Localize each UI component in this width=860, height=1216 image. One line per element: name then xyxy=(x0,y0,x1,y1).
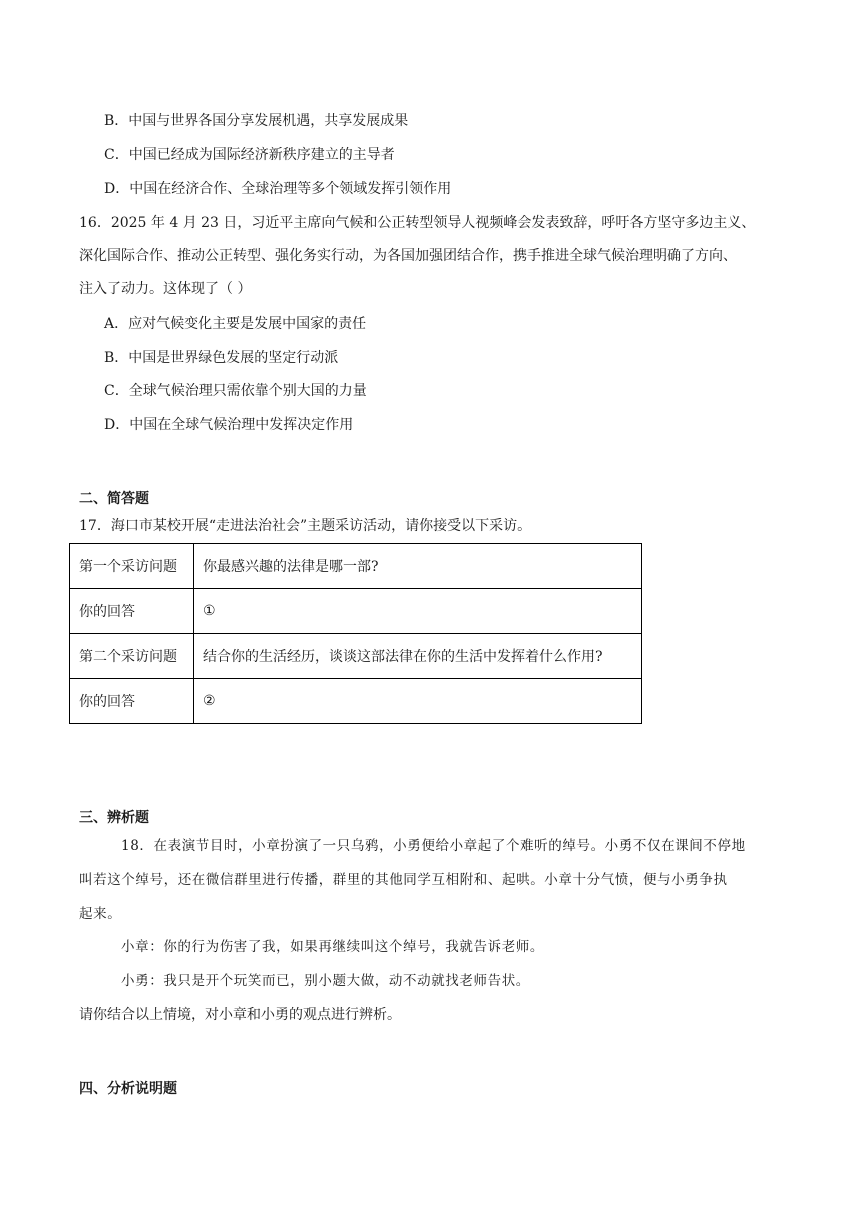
interview-table xyxy=(69,543,642,724)
q18-xiaoyong-quote: 小勇：我只是开个玩笑而已，别小题大做，动不动就找老师告状。 xyxy=(121,973,530,989)
q15-option-c xyxy=(104,145,395,165)
q18-line-1: 18．在表演节目时，小章扮演了一只乌鸦，小勇便给小章起了个难听的绰号。小勇不仅在课间不停地 xyxy=(121,838,746,854)
table-cell-label: 你的回答 xyxy=(70,589,194,634)
option-letter: D． xyxy=(104,181,130,197)
option-text: 中国与世界各国分享发展机遇，共享发展成果 xyxy=(128,113,409,129)
q16-stem-line-2: 深化国际合作、推动公正转型、强化务实行动，为各国加强团结合作，携手推进全球气候治理明确了方向、 xyxy=(79,248,737,264)
table-cell-content: ① xyxy=(194,589,642,634)
q16-option-a xyxy=(104,314,366,334)
option-letter: B． xyxy=(104,113,129,129)
q17-stem: 17．海口市某校开展“走进法治社会”主题采访活动，请你接受以下采访。 xyxy=(79,518,532,534)
q16-option-c xyxy=(104,381,367,401)
option-text: 中国在经济合作、全球治理等多个领域发挥引领作用 xyxy=(129,181,452,197)
q18-line-2: 叫若这个绰号，还在微信群里进行传播，群里的其他同学互相附和、起哄。小章十分气愤，便与小勇争执 xyxy=(79,872,728,888)
q16-option-b xyxy=(104,348,338,368)
option-letter: C． xyxy=(104,383,129,399)
option-text: 中国在全球气候治理中发挥决定作用 xyxy=(129,417,354,433)
q16-stem-line-1: 16．2025 年 4 月 23 日，习近平主席向气候和公正转型领导人视频峰会发表致辞，呼吁各方坚守多边主义、 xyxy=(79,215,756,231)
table-row xyxy=(70,544,642,589)
table-row xyxy=(70,634,642,679)
option-letter: A． xyxy=(104,316,129,332)
q15-option-b xyxy=(104,111,408,131)
table-cell-content: ② xyxy=(194,679,642,724)
q16-stem-line-3: 注入了动力。这体现了（ ） xyxy=(79,281,252,297)
table-cell-label: 第二个采访问题 xyxy=(70,634,194,679)
table-cell-content: 结合你的生活经历，谈谈这部法律在你的生活中发挥着什么作用? xyxy=(194,634,642,679)
section-heading-short-answer: 二、简答题 xyxy=(79,491,149,507)
q15-option-d xyxy=(104,179,451,199)
option-text: 应对气候变化主要是发展中国家的责任 xyxy=(128,316,367,332)
option-letter: B． xyxy=(104,350,129,366)
q16-option-d xyxy=(104,415,353,435)
option-letter: C． xyxy=(104,147,129,163)
table-row xyxy=(70,589,642,634)
table-cell-label: 第一个采访问题 xyxy=(70,544,194,589)
option-text: 中国是世界绿色发展的坚定行动派 xyxy=(128,350,339,366)
q18-xiaozhang-quote: 小章：你的行为伤害了我，如果再继续叫这个绰号，我就告诉老师。 xyxy=(121,939,544,955)
q18-line-3: 起来。 xyxy=(79,906,122,922)
table-cell-content: 你最感兴趣的法律是哪一部? xyxy=(194,544,642,589)
section-heading-analysis: 三、辨析题 xyxy=(79,810,149,826)
option-letter: D． xyxy=(104,417,130,433)
table-row xyxy=(70,679,642,724)
table-cell-label: 你的回答 xyxy=(70,679,194,724)
option-text: 全球气候治理只需依靠个别大国的力量 xyxy=(128,383,367,399)
option-text: 中国已经成为国际经济新秩序建立的主导者 xyxy=(128,147,395,163)
q18-prompt: 请你结合以上情境，对小章和小勇的观点进行辨析。 xyxy=(79,1007,401,1023)
section-heading-analysis-explanation: 四、分析说明题 xyxy=(79,1081,177,1097)
